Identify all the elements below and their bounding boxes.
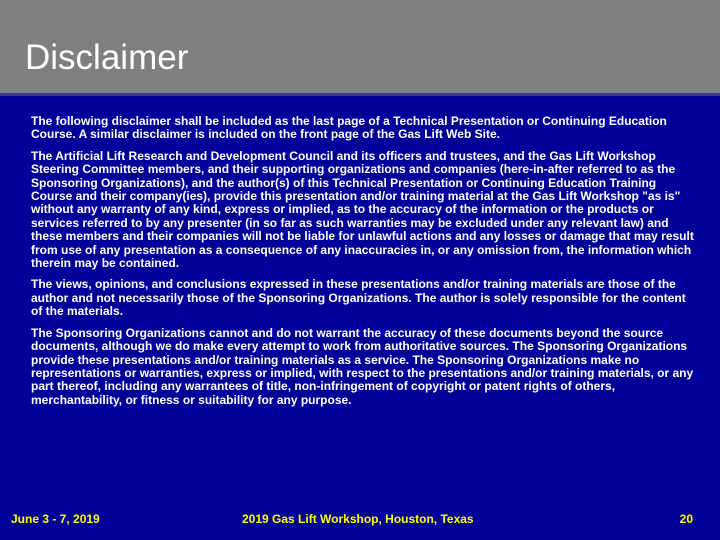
footer-date: June 3 - 7, 2019 <box>11 512 100 526</box>
footer <box>0 510 720 528</box>
paragraph-views: The views, opinions, and conclusions expressed in these presentations and/or training materials are those of the author and not necessarily those of the Sponsoring Organizations. The author is solely responsible for the content of the materials. <box>31 277 686 319</box>
title-band <box>0 0 720 96</box>
paragraph-accuracy: The Sponsoring Organizations cannot and do not warrant the accuracy of these documents beyond the source documents, although we do make every attempt to work from authoritative sources. The Sponsoring Organizations provide these presentations and/or training materials as a service. The Sponsoring Organizations make no representations or warranties, express or implied, with respect to the presentations and/or training materials, or any part thereof, including any warrantees of title, non-infringement of copyright or patent rights of others, merchantability, or fitness or suitability for any purpose. <box>31 325 694 407</box>
paragraph-liability: The Artificial Lift Research and Development Council and its officers and trustees, and the Gas Lift Workshop Steering Committee members, and their supporting organizations and companies (here-in-after referred to as the Sponsoring Organizations), and the author(s) of this Technical Presentation or Continuing Education Training Course and their company(ies), provide this presentation and/or training material at the Gas Lift Workshop "as is" without any warranty of any kind, express or implied, as to the accuracy of the information or the products or services referred to by any presenter (in so far as such warranties may be excluded under any relevant law) and these members and their companies will not be liable for unlawful actions and any losses or damage that may result from use of any presentation as a consequence of any inaccuracies in, or any omission from, the information which therein may be contained. <box>31 148 694 271</box>
footer-event: 2019 Gas Lift Workshop, Houston, Texas <box>242 512 474 526</box>
page-number: 20 <box>679 512 693 526</box>
paragraph-intro: The following disclaimer shall be included as the last page of a Technical Presentation or Continuing Education Course. A similar disclaimer is included on the front page of the Gas Lift Web Site. <box>31 114 667 142</box>
disclaimer-body <box>31 115 695 415</box>
slide-title: Disclaimer <box>25 38 189 77</box>
